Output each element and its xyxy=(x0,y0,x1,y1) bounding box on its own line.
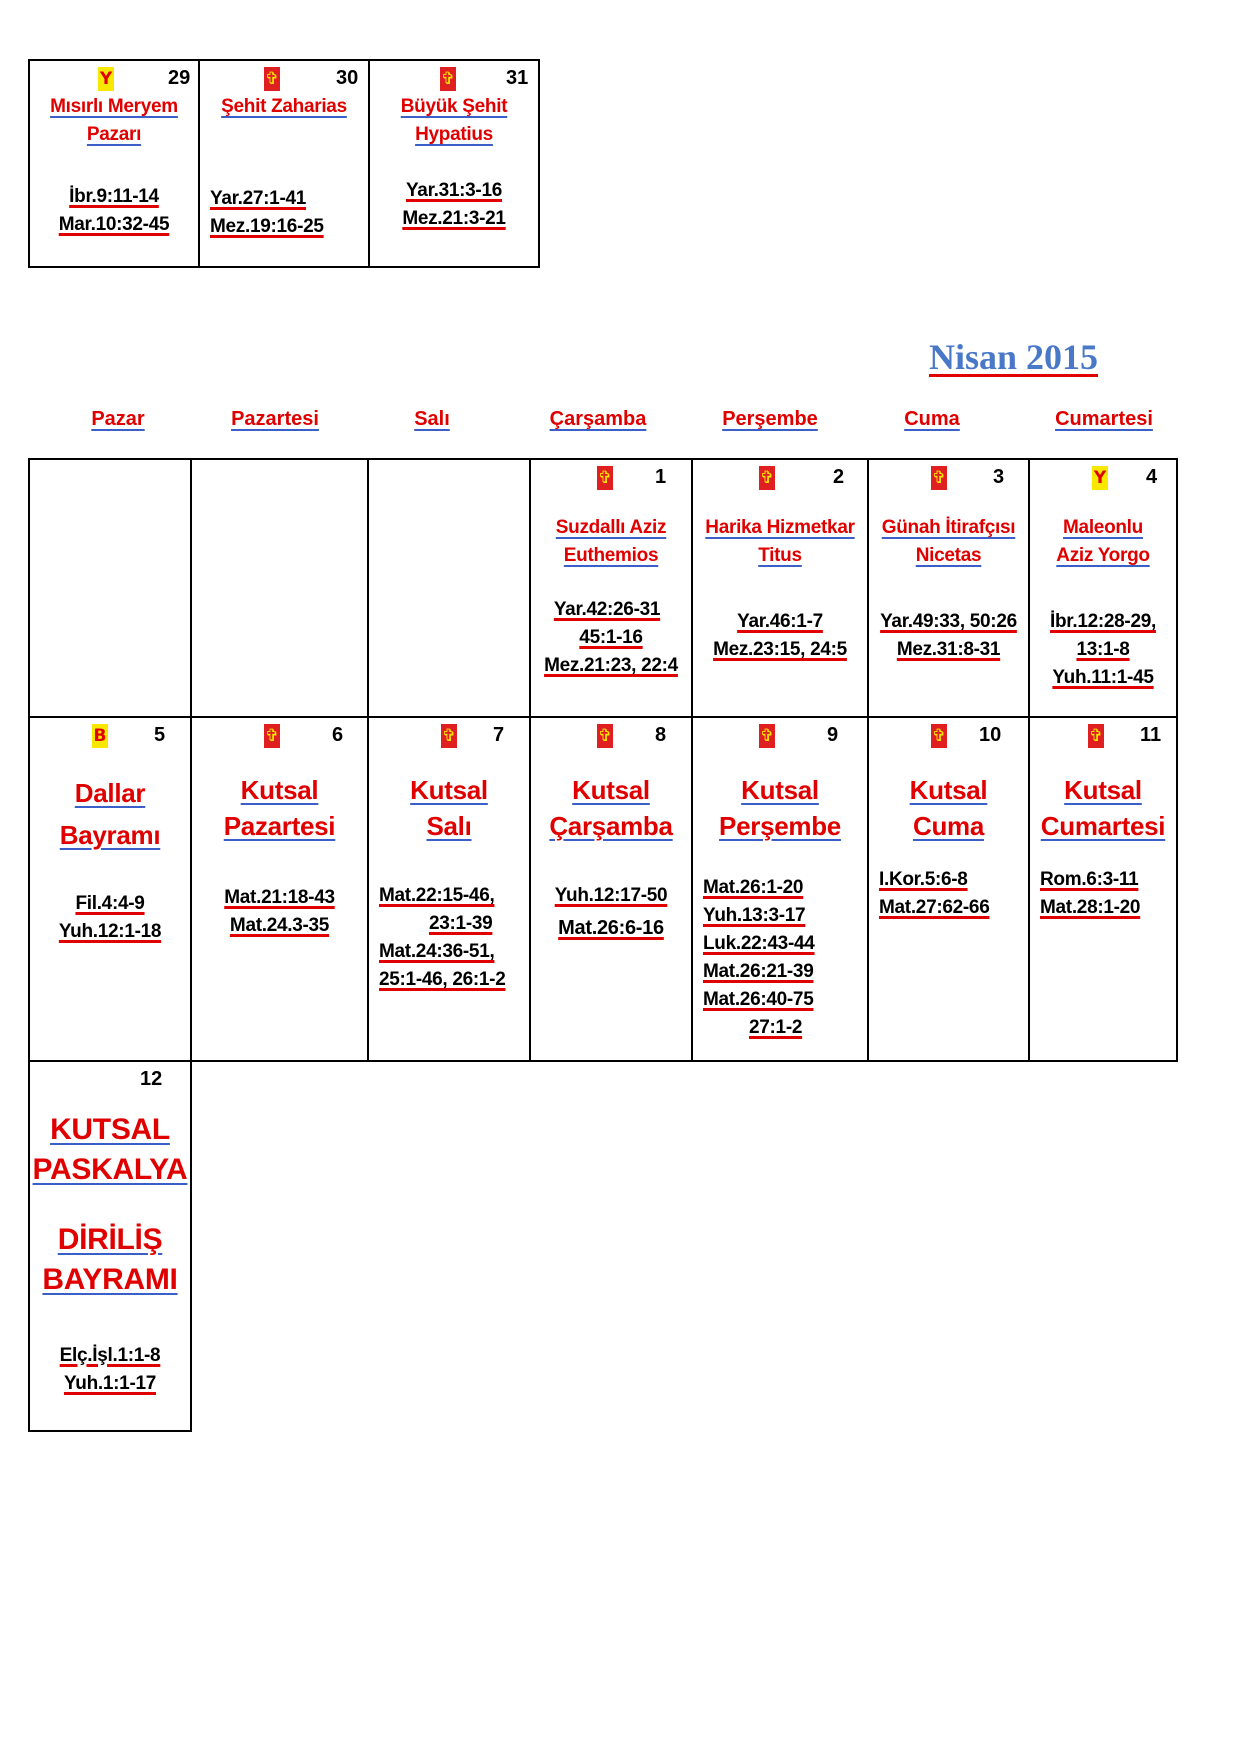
reading: Mat.24:36-51, xyxy=(379,941,495,962)
reading: Yar.49:33, 50:26 xyxy=(880,611,1017,632)
reading: Mat.22:15-46, xyxy=(379,885,495,906)
feast-title: Kutsal Çarşamba xyxy=(549,775,673,841)
day-number: 5 xyxy=(154,724,166,746)
day-cell-apr-10[interactable] xyxy=(868,717,1029,1061)
day-number: 29 xyxy=(168,67,191,89)
day-number: 9 xyxy=(827,724,839,746)
feast-title: Suzdallı Aziz Euthemios xyxy=(555,517,667,566)
day-number: 2 xyxy=(833,466,845,488)
reading: İbr.12:28-29, xyxy=(1050,611,1156,632)
y-marker-icon: Y xyxy=(1093,468,1107,488)
empty-space xyxy=(1029,1061,1177,1431)
weekday-tuesday: Salı xyxy=(414,408,450,430)
day-cell-apr-9[interactable] xyxy=(692,717,868,1061)
cross-icon: ✞ xyxy=(931,468,947,488)
reading: Fil.4:4-9 xyxy=(75,893,145,914)
feast-title: Mısırlı Meryem Pazarı xyxy=(50,96,178,145)
empty-space xyxy=(368,1061,530,1431)
cross-icon: ✞ xyxy=(597,726,613,746)
april-calendar xyxy=(28,458,1178,1432)
feast-title: Kutsal Cumartesi xyxy=(1040,775,1166,841)
day-cell-mar-29[interactable] xyxy=(29,60,199,267)
reading: I.Kor.5:6-8 xyxy=(879,869,968,890)
weekday-wednesday: Çarşamba xyxy=(549,408,647,430)
day-number: 30 xyxy=(336,67,359,89)
reading: Mez.21:3-21 xyxy=(402,208,506,229)
reading: 23:1-39 xyxy=(429,913,493,934)
feast-title: Günah İtirafçısı Nicetas xyxy=(881,517,1016,566)
day-number: 8 xyxy=(655,724,667,746)
reading: 27:1-2 xyxy=(749,1017,803,1038)
weekday-thursday: Perşembe xyxy=(722,408,818,430)
feast-title: Kutsal Cuma xyxy=(909,775,988,841)
reading: Mat.28:1-20 xyxy=(1040,897,1141,918)
cross-icon: ✞ xyxy=(759,726,775,746)
reading: Mez.31:8-31 xyxy=(896,639,1001,660)
reading: Yar.27:1-41 xyxy=(210,188,307,209)
reading: İbr.9:11-14 xyxy=(69,186,159,207)
reading: Yar.46:1-7 xyxy=(737,611,823,632)
reading: Mez.23:15, 24:5 xyxy=(713,639,847,660)
feast-title: Kutsal Salı xyxy=(410,775,488,841)
cross-icon: ✞ xyxy=(759,468,775,488)
cross-icon: ✞ xyxy=(1088,726,1104,746)
reading: Luk.22:43-44 xyxy=(703,933,815,954)
reading: Yar.31:3-16 xyxy=(405,180,502,201)
weekday-monday: Pazartesi xyxy=(231,408,319,430)
day-cell-apr-7[interactable] xyxy=(368,717,530,1061)
day-number: 3 xyxy=(993,466,1005,488)
day-number: 4 xyxy=(1146,466,1158,488)
feast-title: Kutsal Perşembe xyxy=(719,775,841,841)
reading: Mat.26:1-20 xyxy=(703,877,804,898)
reading: 25:1-46, 26:1-2 xyxy=(379,969,506,990)
day-cell-apr-3[interactable] xyxy=(868,459,1029,717)
reading: Mat.24.3-35 xyxy=(229,915,330,936)
reading: Mat.26:21-39 xyxy=(703,961,814,982)
day-cell-apr-11[interactable] xyxy=(1029,717,1177,1061)
cross-icon: ✞ xyxy=(597,468,613,488)
reading: Yar.42:26-31 xyxy=(553,599,661,620)
reading: Rom.6:3-11 xyxy=(1040,869,1139,890)
day-number: 1 xyxy=(655,466,667,488)
feast-title: Büyük Şehit Hypatius xyxy=(400,96,508,145)
reading: Yuh.1:1-17 xyxy=(63,1373,157,1394)
day-cell-apr-8[interactable] xyxy=(530,717,692,1061)
reading: 13:1-8 xyxy=(1076,639,1130,660)
reading: Yuh.13:3-17 xyxy=(703,905,806,926)
empty-space xyxy=(868,1061,1029,1431)
feast-title-secondary: DİRİLİŞ BAYRAMI xyxy=(42,1223,178,1296)
y-marker-icon: Y xyxy=(99,69,113,89)
cross-icon: ✞ xyxy=(264,69,280,89)
reading: Yuh.11:1-45 xyxy=(1052,667,1154,688)
day-number: 7 xyxy=(493,724,505,746)
day-cell-apr-12[interactable] xyxy=(29,1061,191,1431)
reading: Mez.19:16-25 xyxy=(210,216,324,237)
day-number: 12 xyxy=(140,1068,163,1090)
feast-title: Maleonlu Aziz Yorgo xyxy=(1056,517,1150,566)
day-number: 31 xyxy=(506,67,529,89)
day-number: 11 xyxy=(1140,724,1162,746)
empty-space xyxy=(692,1061,868,1431)
weekday-saturday: Cumartesi xyxy=(1055,408,1153,430)
reading: Mez.21:23, 22:4 xyxy=(544,655,678,676)
feast-title: KUTSAL PASKALYA xyxy=(32,1113,188,1186)
day-cell-apr-6[interactable] xyxy=(191,717,368,1061)
feast-title: Dallar Bayramı xyxy=(59,778,161,850)
reading: Mat.26:6-16 xyxy=(558,917,664,939)
day-cell-apr-4[interactable] xyxy=(1029,459,1177,717)
reading: Elç.İşl.1:1-8 xyxy=(59,1345,161,1366)
day-cell-mar-30[interactable] xyxy=(199,60,369,267)
feast-title: Harika Hizmetkar Titus xyxy=(705,517,855,566)
month-title: Nisan 2015 xyxy=(928,337,1098,377)
reading: 45:1-16 xyxy=(579,627,643,648)
reading: Yuh.12:1-18 xyxy=(58,921,162,942)
weekday-sunday: Pazar xyxy=(91,408,145,430)
day-cell-mar-31[interactable] xyxy=(369,60,539,267)
reading: Mat.21:18-43 xyxy=(224,887,335,908)
day-cell-apr-2[interactable] xyxy=(692,459,868,717)
feast-title: Kutsal Pazartesi xyxy=(223,775,336,841)
reading: Yuh.12:17-50 xyxy=(554,885,668,906)
reading: Mat.27:62-66 xyxy=(879,897,990,918)
empty-space xyxy=(191,1061,368,1431)
day-cell-empty xyxy=(368,459,530,717)
march-tail-table xyxy=(28,59,540,268)
day-cell-empty xyxy=(191,459,368,717)
day-cell-apr-5[interactable] xyxy=(29,717,191,1061)
cross-icon: ✞ xyxy=(440,69,456,89)
reading: Mat.26:40-75 xyxy=(703,989,814,1010)
reading: Mar.10:32-45 xyxy=(58,214,170,235)
day-number: 10 xyxy=(979,724,1002,746)
weekday-friday: Cuma xyxy=(904,408,960,430)
cross-icon: ✞ xyxy=(264,726,280,746)
day-cell-apr-1[interactable] xyxy=(530,459,692,717)
day-cell-empty xyxy=(29,459,191,717)
empty-space xyxy=(530,1061,692,1431)
feast-title: Şehit Zaharias xyxy=(221,96,347,117)
b-marker-icon: B xyxy=(93,726,107,746)
cross-icon: ✞ xyxy=(931,726,947,746)
cross-icon: ✞ xyxy=(441,726,457,746)
day-number: 6 xyxy=(332,724,344,746)
